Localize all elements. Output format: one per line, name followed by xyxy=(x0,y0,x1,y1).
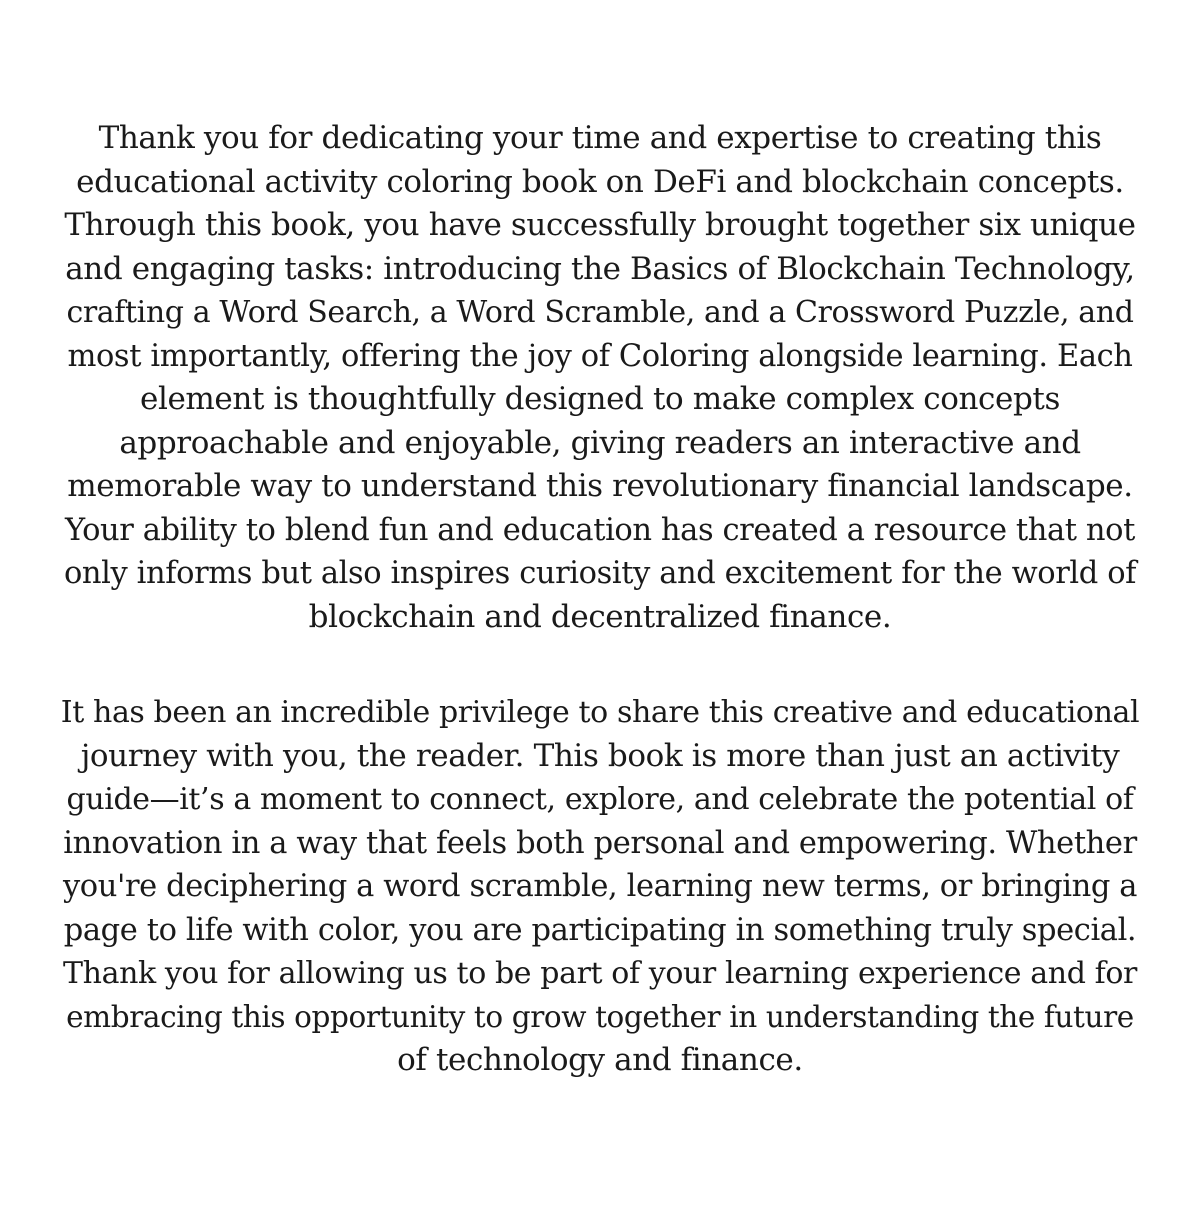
privilege-paragraph xyxy=(60,691,1140,1083)
paragraph-line: of technology and finance. xyxy=(397,1042,803,1078)
paragraph-line: It has been an incredible privilege to share this creative and educational xyxy=(60,695,1140,730)
paragraph-line: Thank you for allowing us to be part of your learning experience and for xyxy=(63,956,1137,991)
paragraph-line: approachable and enjoyable, giving readers an interactive and xyxy=(119,424,1081,461)
paragraph-line: blockchain and decentralized finance. xyxy=(308,598,892,635)
paragraph-line: Thank you for dedicating your time and expertise to creating this xyxy=(98,120,1102,156)
paragraph-line: element is thoughtfully designed to make complex concepts xyxy=(140,381,1060,417)
thank-you-paragraph xyxy=(60,117,1140,639)
paragraph-line: Your ability to blend fun and education has created a resource that not xyxy=(64,512,1135,548)
paragraph-line: memorable way to understand this revolutionary financial landscape. xyxy=(67,468,1133,504)
paragraph-line: only informs but also inspires curiosity and excitement for the world of xyxy=(63,556,1137,591)
paragraph-line: innovation in a way that feels both personal and empowering. Whether xyxy=(63,825,1137,861)
paragraph-line: and engaging tasks: introducing the Basics of Blockchain Technology, xyxy=(65,250,1135,287)
paragraph-line: page to life with color, you are participating in something truly special. xyxy=(63,912,1137,948)
paragraph-line: you're deciphering a word scramble, learning new terms, or bringing a xyxy=(62,869,1138,904)
paragraph-line: most importantly, offering the joy of Coloring alongside learning. Each xyxy=(67,338,1133,374)
paragraph-line: guide—it’s a moment to connect, explore, and celebrate the potential of xyxy=(66,782,1134,817)
paragraph-line: educational activity coloring book on DeFi and blockchain concepts. xyxy=(76,163,1124,200)
paragraph-line: crafting a Word Search, a Word Scramble, and a Crossword Puzzle, and xyxy=(66,295,1134,330)
paragraph-line: Through this book, you have successfully brought together six unique xyxy=(64,207,1136,243)
paragraph-line: journey with you, the reader. This book is more than just an activity xyxy=(80,737,1120,774)
paragraph-line: embracing this opportunity to grow together in understanding the future xyxy=(66,999,1134,1034)
